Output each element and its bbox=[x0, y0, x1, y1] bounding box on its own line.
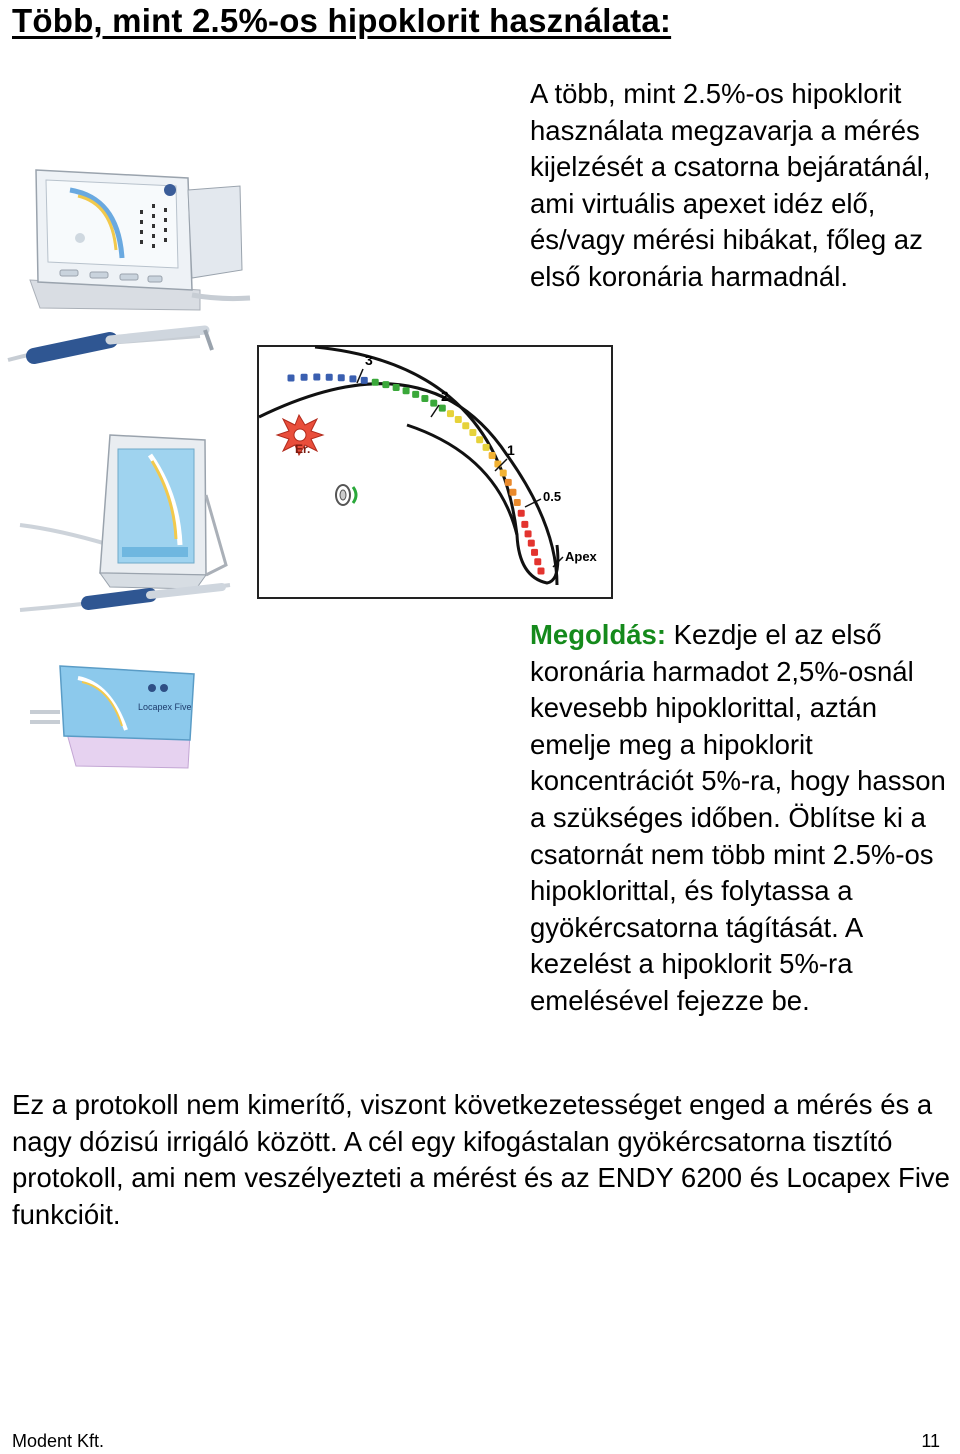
scale-dot bbox=[393, 384, 400, 391]
scale-dot bbox=[476, 436, 483, 443]
scale-dot bbox=[521, 521, 528, 528]
diagram-label-3: 3 bbox=[365, 352, 373, 368]
apex-locator-device-image bbox=[0, 150, 250, 380]
solution-label: Megoldás: bbox=[530, 619, 666, 650]
scale-dot bbox=[421, 395, 428, 402]
solution-text: Kezdje el az első koronária harmadot 2,5%-osnál kevesebb hipoklorittal, aztán emelje meg a hipoklorit koncentrációt 5%-ra, hogy hasson a szükséges időben. Öblítse ki a csatornát nem több mint 2.5%-os hipoklorittal, és folytassa a gyökércsatorna tágítását. A kezelést a hipoklorit 5%-ra emelésével fejezze be. bbox=[530, 619, 946, 1016]
touchscreen-apex-locator-image bbox=[0, 435, 250, 635]
intro-paragraph: A több, mint 2.5%-os hipoklorit használata megzavarja a mérés kijelzését a csatorna bejáratánál, ami virtuális apexet idéz elő, és/vagy mérési hibákat, főleg az első koronária harmadnál. bbox=[530, 78, 931, 292]
scale-dot bbox=[382, 381, 389, 388]
scale-dot bbox=[531, 549, 538, 556]
diagram-label-0-5: 0.5 bbox=[543, 489, 562, 504]
scale-dot bbox=[338, 374, 345, 381]
scale-dot bbox=[372, 379, 379, 386]
scale-dot bbox=[469, 429, 476, 436]
scale-dot bbox=[483, 444, 490, 451]
scale-dot bbox=[326, 374, 333, 381]
diagram-label-2: 2 bbox=[441, 388, 449, 404]
solution-paragraph bbox=[530, 617, 958, 1020]
scale-dot bbox=[313, 374, 320, 381]
scale-dot bbox=[447, 410, 454, 417]
scale-dot bbox=[489, 452, 496, 459]
apex-scale-diagram bbox=[257, 345, 613, 599]
scale-dot bbox=[403, 387, 410, 394]
scale-dot bbox=[455, 416, 462, 423]
scale-dot bbox=[288, 375, 295, 382]
footer-page-number: 11 bbox=[921, 1431, 940, 1451]
scale-dot bbox=[301, 374, 308, 381]
scale-dot bbox=[518, 510, 525, 517]
footer-company: Modent Kft. bbox=[12, 1431, 105, 1451]
scale-dot bbox=[525, 530, 532, 537]
scale-dot bbox=[412, 391, 419, 398]
scale-dot bbox=[534, 558, 541, 565]
scale-dot bbox=[361, 377, 368, 384]
scale-dot bbox=[509, 489, 516, 496]
scale-dot bbox=[514, 499, 521, 506]
conclusion-paragraph: Ez a protokoll nem kimerítő, viszont következetességet enged a mérés és a nagy dózisú irrigáló között. A cél egy kifogástalan gyökércsatorna tisztító protokoll, ami nem veszélyezteti a mérést és az ENDY 6200 és Locapex Five funkcióit. bbox=[12, 1089, 950, 1230]
device3-label: Locapex Five bbox=[138, 702, 192, 712]
scale-dot bbox=[538, 568, 545, 575]
scale-dot bbox=[500, 469, 507, 476]
page-title: Több, mint 2.5%-os hipoklorit használata: bbox=[12, 2, 672, 39]
scale-dot bbox=[505, 479, 512, 486]
diagram-label-error: Er. bbox=[295, 442, 311, 456]
scale-dot bbox=[349, 375, 356, 382]
scale-dot bbox=[462, 422, 469, 429]
scale-dot bbox=[439, 405, 446, 412]
diagram-label-apex: Apex bbox=[565, 549, 597, 564]
scale-dot bbox=[528, 540, 535, 547]
diagram-label-1: 1 bbox=[507, 442, 515, 458]
scale-dot bbox=[430, 400, 437, 407]
locapex-five-device-image bbox=[30, 660, 210, 780]
